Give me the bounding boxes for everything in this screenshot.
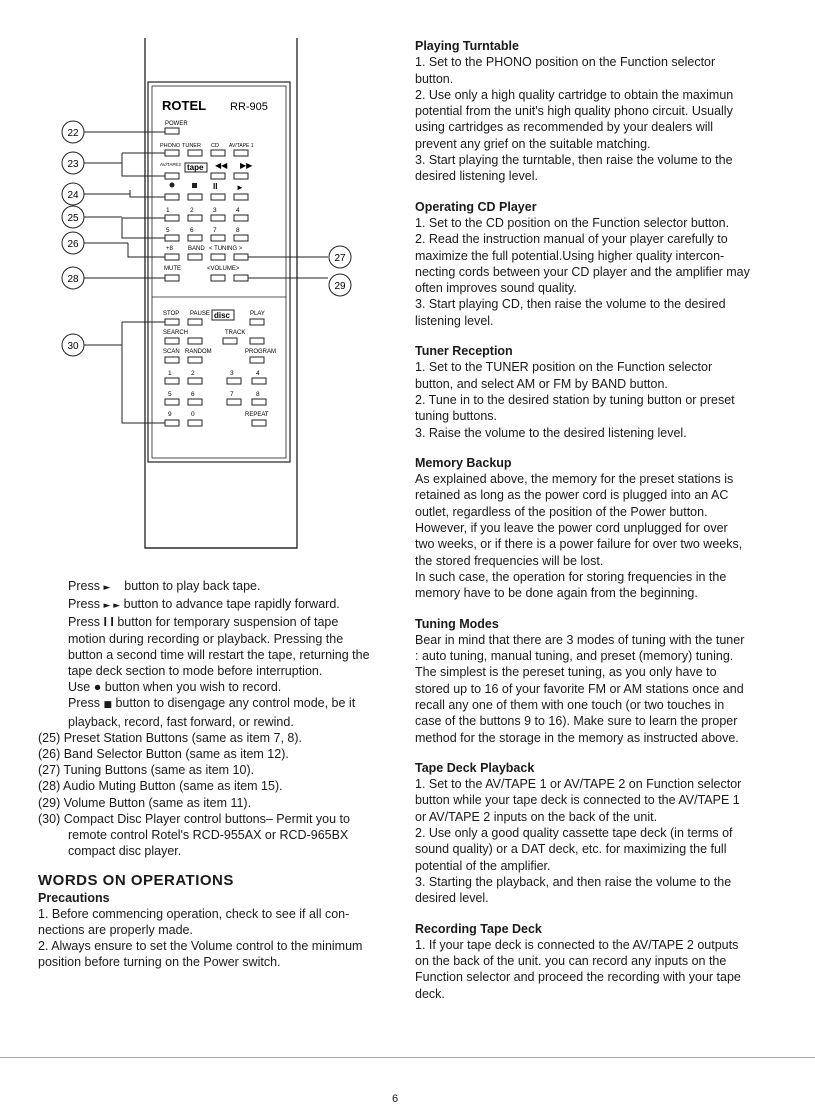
section-title: Recording Tape Deck [415, 921, 542, 936]
cd-6-button[interactable] [188, 399, 202, 405]
random-label: RANDOM [185, 349, 212, 355]
press-play-line: Press ► button to play back tape. [68, 579, 261, 593]
digit-label: 2 [191, 370, 195, 377]
item-2 [38, 762, 378, 778]
phono-label: PHONO [160, 143, 181, 149]
mute-label: MUTE [164, 266, 181, 272]
section-3 [415, 455, 750, 602]
item-number: (28) [38, 779, 61, 794]
plus8-button[interactable] [165, 254, 179, 260]
stop-button[interactable] [188, 194, 202, 200]
digit-label: 9 [168, 411, 172, 418]
section-paragraph: 1. Set to the TUNER position on the Function selector button, and select AM or FM by BAND button. [415, 360, 713, 391]
digit-label: 3 [230, 370, 234, 377]
repeat-button[interactable] [252, 420, 266, 426]
tuning-up-button[interactable] [234, 254, 248, 260]
section-paragraph: 3. Start playing CD, then raise the volume to the desired listening level. [415, 297, 726, 328]
page-bottom-rule [0, 1057, 815, 1058]
rewind-icon: ◀◀ [215, 161, 228, 170]
remote-control-diagram [0, 0, 400, 560]
cd-button[interactable] [211, 150, 225, 156]
av-tape2-label: AV/TAPE2 [160, 162, 181, 167]
cd-label: CD [211, 143, 219, 149]
section-paragraph: 3. Starting the playback, and then raise the volume to the desired level. [415, 874, 732, 906]
cd-5-button[interactable] [165, 399, 179, 405]
fast-forward-button[interactable] [234, 173, 248, 179]
callout-26: 26 [67, 239, 79, 250]
pause-label: PAUSE [190, 311, 210, 317]
scan-label: SCAN [163, 349, 180, 355]
press-pause-line: Press I I button for temporary suspension of tape motion during recording or playback. Pressing the button a second time will restart the tape, returning the tape deck section to mode before interruption. [68, 615, 370, 679]
digit-label: 8 [236, 227, 240, 234]
stop-icon [192, 183, 197, 188]
precautions-heading: Precautions [38, 890, 110, 905]
digit-label: 7 [230, 391, 234, 398]
tuner-label: TUNER [182, 143, 201, 149]
remote-body-outline [145, 38, 297, 548]
digit-label: 6 [190, 227, 194, 234]
pause-icon: II [213, 182, 218, 191]
play-button[interactable] [234, 194, 248, 200]
cd-4-button[interactable] [252, 378, 266, 384]
item-list [38, 730, 378, 860]
band-button[interactable] [188, 254, 202, 260]
preset-5-button[interactable] [165, 235, 179, 241]
cd-pause-button[interactable] [188, 319, 202, 325]
play-label: PLAY [250, 311, 265, 317]
track-forward-button[interactable] [250, 338, 264, 344]
track-back-button[interactable] [223, 338, 237, 344]
preset-8-button[interactable] [234, 235, 248, 241]
section-title: Tape Deck Playback [415, 760, 535, 775]
cd-3-button[interactable] [227, 378, 241, 384]
section-4 [415, 616, 750, 746]
item-3 [38, 778, 378, 794]
av-tape1-label: AV/TAPE 1 [229, 143, 254, 149]
callout-23: 23 [67, 159, 79, 170]
callout-24: 24 [67, 190, 79, 201]
callout-29: 29 [334, 281, 346, 292]
use-record-line: Use ● button when you wish to record. [68, 680, 282, 695]
model-label: RR-905 [230, 101, 268, 113]
digit-label: 4 [236, 207, 240, 214]
cd-0-button[interactable] [188, 420, 202, 426]
section-title: Playing Turntable [415, 39, 519, 53]
item-number: (25) [38, 730, 61, 745]
right-column [415, 38, 750, 1016]
program-label: PROGRAM [245, 349, 277, 355]
track-label: TRACK [225, 330, 246, 336]
scan-button[interactable] [165, 357, 179, 363]
left-column [38, 578, 378, 971]
precaution-1: 1. Before commencing operation, check to see if all con- nections are properly made. [38, 906, 350, 938]
preset-3-button[interactable] [211, 215, 225, 221]
section-paragraph: 1. Set to the AV/TAPE 1 or AV/TAPE 2 on Function selector button while your tape deck is connected to the AV/TAPE 1 or AV/TAPE 2 inputs on the back of the unit. [415, 777, 742, 824]
digit-label: 0 [191, 411, 195, 418]
section-5 [415, 760, 750, 907]
record-icon [170, 183, 175, 188]
section-paragraph: 1. Set to the PHONO position on the Function selector button. [415, 55, 716, 86]
page-number: 6 [392, 1093, 399, 1105]
callout-27: 27 [334, 253, 346, 264]
record-icon: ● [93, 680, 102, 695]
section-title: Tuning Modes [415, 616, 499, 631]
tuning-label: < TUNING > [209, 246, 243, 252]
section-paragraph: In such case, the operation for storing frequencies in the memory have to be done again from the beginning. [415, 569, 727, 601]
item-text: Band Selector Button (same as item 12). [63, 747, 289, 762]
preset-6-button[interactable] [188, 235, 202, 241]
av-tape2-button[interactable] [165, 173, 179, 179]
tuning-down-button[interactable] [211, 254, 225, 260]
record-button[interactable] [165, 194, 179, 200]
section-paragraph: 2. Read the instruction manual of your player carefully to maximize the full potential.Using higher quality intercon- necting cords between your CD player and the amplifier may often improves sound quality. [415, 232, 750, 296]
callout-28: 28 [67, 274, 79, 285]
item-1 [38, 746, 378, 762]
callout-30: 30 [67, 341, 79, 352]
cd-8-button[interactable] [252, 399, 266, 405]
av-tape1-button[interactable] [234, 150, 248, 156]
phono-button[interactable] [165, 150, 179, 156]
section-title: Memory Backup [415, 455, 512, 470]
preset-2-button[interactable] [188, 215, 202, 221]
item-5 [38, 811, 378, 860]
fast-forward-icon: ▶▶ [240, 161, 253, 170]
preset-7-button[interactable] [211, 235, 225, 241]
stop-icon: ■ [103, 700, 112, 711]
section-0 [415, 38, 750, 185]
section-2 [415, 343, 750, 441]
digit-label: 4 [256, 370, 260, 377]
section-paragraph: 2. Use only a good quality cassette tape deck (in terms of sound quality) or a DAT deck, etc. for maximizing the full potential of the amplifier. [415, 826, 733, 873]
preset-1-button[interactable] [165, 215, 179, 221]
item-number: (30) [38, 811, 61, 826]
cd-stop-button[interactable] [165, 319, 179, 325]
rewind-button[interactable] [211, 173, 225, 179]
digit-label: 1 [166, 207, 170, 214]
section-paragraph: 1. Set to the CD position on the Function selector button. [415, 215, 730, 230]
item-number: (27) [38, 763, 61, 778]
cd-9-button[interactable] [165, 420, 179, 426]
item-number: (26) [38, 747, 61, 762]
pause-icon: I I [103, 615, 114, 630]
digit-label: 2 [190, 207, 194, 214]
volume-down-button[interactable] [211, 275, 225, 281]
digit-label: 5 [166, 227, 170, 234]
volume-label: <VOLUME> [207, 266, 240, 272]
brand-logo: ROTEL [162, 98, 207, 113]
search-label: SEARCH [163, 330, 189, 336]
section-title: Tuner Reception [415, 344, 513, 359]
section-1 [415, 199, 750, 329]
digit-label: 5 [168, 391, 172, 398]
precaution-2: 2. Always ensure to set the Volume control to the minimum position before turning on the Power switch. [38, 939, 363, 970]
digit-label: 1 [168, 370, 172, 377]
section-paragraph: 3. Raise the volume to the desired listening level. [415, 425, 687, 440]
callout-leaders [84, 132, 328, 423]
press-ff-line: Press ► ► button to advance tape rapidly forward. [68, 597, 340, 612]
power-label: POWER [165, 121, 188, 127]
section-paragraph: 2. Use only a high quality cartridge to obtain the maximun potential from the unit's high quality phono circuit. Usually using cartridges as recommended by your dealers will prevent any grief on the suitable matching. [415, 87, 734, 151]
item-text: Volume Button (same as item 11). [63, 795, 252, 810]
item-4 [38, 795, 378, 811]
digit-label: 3 [213, 207, 217, 214]
digit-label: 6 [191, 391, 195, 398]
callout-22: 22 [67, 128, 79, 139]
program-button[interactable] [250, 357, 264, 363]
section-title: Operating CD Player [415, 199, 537, 214]
item-text: Preset Station Buttons (same as item 7, 8). [63, 730, 303, 745]
cd-play-button[interactable] [250, 319, 264, 325]
play-icon: ► [103, 583, 111, 593]
cd-2-button[interactable] [188, 378, 202, 384]
repeat-label: REPEAT [245, 412, 269, 418]
cd-7-button[interactable] [227, 399, 241, 405]
section-paragraph: 3. Start playing the turntable, then raise the volume to the desired listening level. [415, 153, 733, 184]
section-paragraph: Bear in mind that there are 3 modes of tuning with the tuner : auto tuning, manual tuning, and preset (memory) tuning. The simplest is the pereset tuning, as you only have to stored up to 16 of your favorite FM or AM stations once and recall any one of them with one touch (or two touches in case of the buttons 9 to 16). Make sure to learn the proper method for the storage in the memory as instructed above. [415, 632, 745, 745]
item-0 [38, 730, 378, 746]
item-number: (29) [38, 795, 61, 810]
section-6 [415, 921, 750, 1002]
band-label: BAND [188, 246, 205, 252]
item-text: Compact Disc Player control buttons– Permit you to remote control Rotel's RCD-955AX or RCD-965BX compact disc player. [63, 811, 350, 859]
press-stop-line: Press ■ button to disengage any control mode, be it playback, record, fast forward, or rewind. [68, 696, 356, 729]
power-button[interactable] [165, 128, 179, 134]
callout-25: 25 [67, 213, 79, 224]
section-paragraph: 1. If your tape deck is connected to the AV/TAPE 2 outputs on the back of the unit. you can record any inputs on the Function selector and proceed the recording with your tape deck. [415, 937, 741, 1001]
tuner-button[interactable] [188, 150, 202, 156]
cd-1-button[interactable] [165, 378, 179, 384]
mute-button[interactable] [165, 275, 179, 281]
random-button[interactable] [188, 357, 202, 363]
plus8-label: +8 [166, 246, 173, 252]
pause-button[interactable] [211, 194, 225, 200]
disc-logo-text: disc [214, 311, 231, 320]
words-heading: WORDS ON OPERATIONS [38, 872, 234, 890]
preset-4-button[interactable] [234, 215, 248, 221]
item-text: Tuning Buttons (same as item 10). [63, 763, 255, 778]
item-text: Audio Muting Button (same as item 15). [63, 779, 283, 794]
section-paragraph: As explained above, the memory for the preset stations is retained as long as the power cord is plugged into an AC outlet, regardless of the position of the Power button. However, if you leave the power cord unplugged for over two weeks, or if there is a power failure for over two weeks, the stored frequencies will be lost. [415, 472, 743, 568]
tape-logo-text: tape [187, 163, 204, 172]
section-paragraph: 2. Tune in to the desired station by tuning button or preset tuning buttons. [415, 392, 735, 424]
stop-label: STOP [163, 311, 180, 317]
digit-label: 7 [213, 227, 217, 234]
search-back-button[interactable] [165, 338, 179, 344]
search-forward-button[interactable] [188, 338, 202, 344]
play-icon: ► [236, 183, 244, 192]
digit-label: 8 [256, 391, 260, 398]
volume-up-button[interactable] [234, 275, 248, 281]
fast-forward-icon: ► ► [103, 601, 121, 612]
